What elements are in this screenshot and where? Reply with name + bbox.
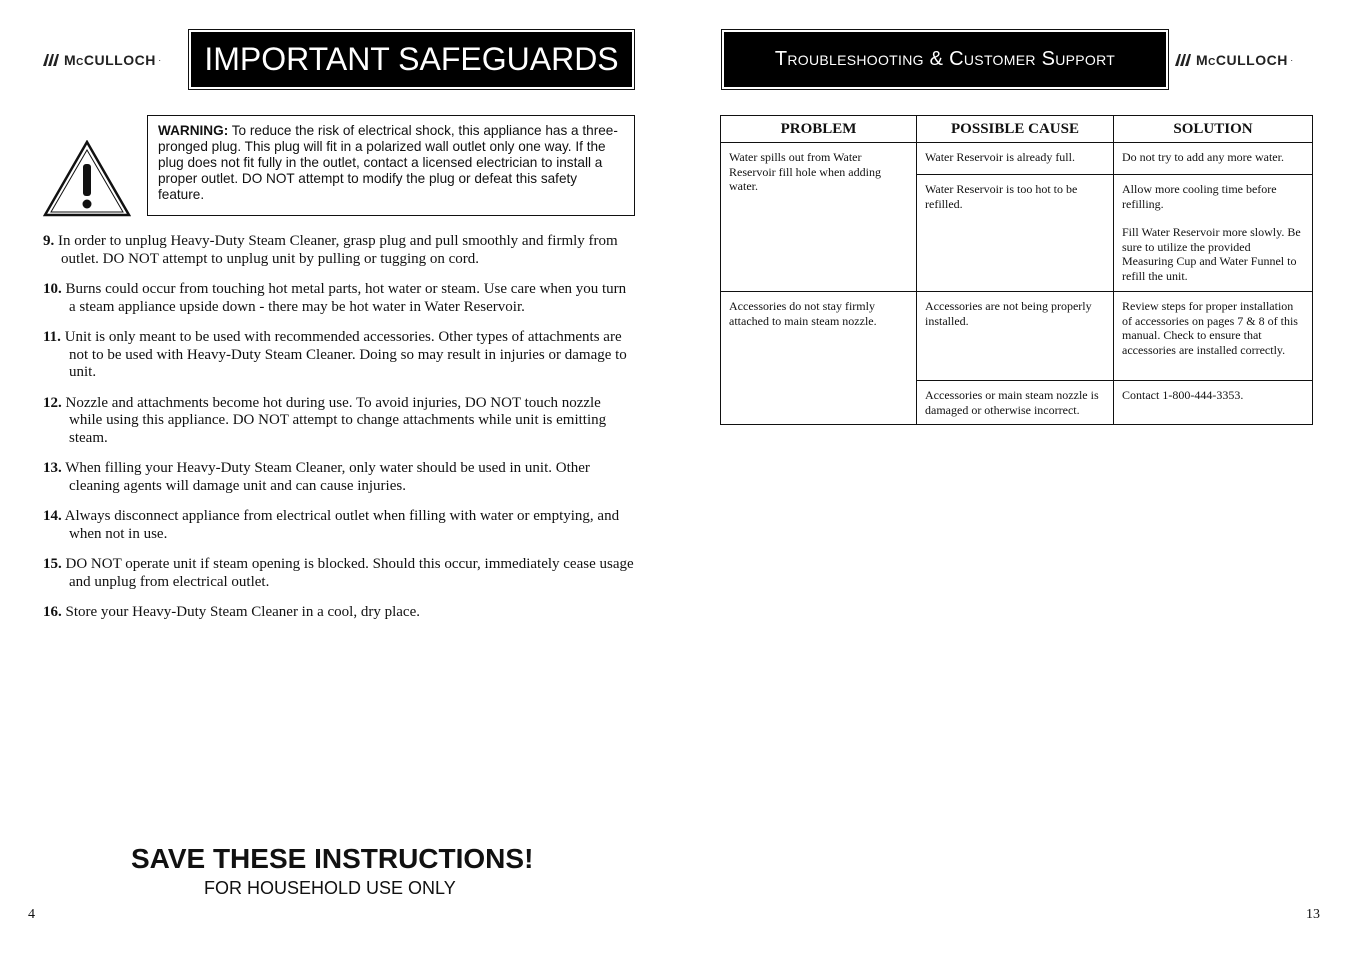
page-number-left: 4 [28,907,35,922]
item-number: 15. [43,556,62,572]
solution-cell: Contact 1-800-444-3353. [1114,381,1313,425]
item-text: Burns could occur from touching hot metal parts, hot water or steam. Use care when you turn a steam appliance upside down - there may be hot water in Water Reservoir. [61,281,627,315]
left-header-box [188,29,635,90]
problem-cell: Water spills out from Water Reservoir fill hole when adding water. [721,143,917,292]
list-item [43,508,635,543]
household-use-subtitle: FOR HOUSEHOLD USE ONLY [204,878,456,898]
cause-cell: Accessories are not being properly installed. [917,292,1114,381]
item-text: DO NOT operate unit if steam opening is blocked. Should this occur, immediately cease usage and unplug from electrical outlet. [61,556,634,590]
list-item [43,460,635,495]
list-item [43,281,635,316]
mcculloch-logo-left [43,52,161,68]
item-number: 11. [43,329,61,345]
warning-triangle-icon [43,140,131,217]
cause-cell: Water Reservoir is too hot to be refilled. [917,175,1114,292]
item-number: 14. [43,508,62,524]
table-header-row [721,116,1313,143]
item-number: 13. [43,460,62,476]
list-item [43,329,635,382]
item-text: Store your Heavy-Duty Steam Cleaner in a cool, dry place. [61,604,420,620]
column-header-problem: PROBLEM [721,116,917,143]
solution-paragraph: Fill Water Reservoir more slowly. Be sure to utilize the provided Measuring Cup and Water Funnel to refill the unit. [1122,225,1301,283]
solution-cell: Do not try to add any more water. [1114,143,1313,175]
list-item [43,233,635,268]
right-header-box [721,29,1169,90]
item-number: 10. [43,281,62,297]
item-text: When filling your Heavy-Duty Steam Cleaner, only water should be used in unit. Other cleaning agents will damage unit and can cause injuries. [61,460,590,494]
item-text: Always disconnect appliance from electrical outlet when filling with water or emptying, and when not in use. [61,508,620,542]
warning-box [147,115,635,216]
column-header-cause: POSSIBLE CAUSE [917,116,1114,143]
safeguards-list [43,233,635,635]
brand-name: McCULLOCH [64,52,156,68]
solution-cell: Review steps for proper installation of accessories on pages 7 & 8 of this manual. Check to ensure that accessories are installed correctly. [1114,292,1313,381]
cause-cell: Accessories or main steam nozzle is damaged or otherwise incorrect. [917,381,1114,425]
warning-label: WARNING: [158,123,229,138]
column-header-solution: SOLUTION [1114,116,1313,143]
item-number: 9. [43,233,55,249]
list-item [43,395,635,448]
solution-paragraph: Allow more cooling time before refilling. [1122,182,1277,211]
mcculloch-mark-icon [1175,54,1193,66]
item-text: In order to unplug Heavy-Duty Steam Cleaner, grasp plug and pull smoothly and firmly from outlet. DO NOT attempt to unplug unit by pulling or tugging on cord. [54,233,618,267]
page-title-safeguards: IMPORTANT SAFEGUARDS [191,32,632,87]
mcculloch-logo-right [1175,52,1293,68]
item-number: 16. [43,604,62,620]
troubleshooting-table [720,115,1313,425]
save-instructions-title: SAVE THESE INSTRUCTIONS! [131,843,534,874]
item-number: 12. [43,394,62,411]
page-title-troubleshooting: Troubleshooting & Customer Support [724,32,1166,87]
problem-cell: Accessories do not stay firmly attached to main steam nozzle. [721,292,917,425]
list-item [43,556,635,591]
page-number-right: 13 [1306,907,1320,922]
solution-cell [1114,175,1313,292]
brand-name: McCULLOCH [1196,52,1288,68]
item-text: Nozzle and attachments become hot during use. To avoid injuries, DO NOT touch nozzle while using this appliance. DO NOT attempt to change attachments while unit is emitting steam. [61,394,607,446]
brand-reg: . [1290,57,1293,63]
table-row [721,143,1313,175]
mcculloch-mark-icon [43,54,61,66]
warning-text: To reduce the risk of electrical shock, this appliance has a three-pronged plug. This plug will fit in a polarized wall outlet only one way. If the plug does not fit fully in the outlet, contact a licensed electrician to install a proper outlet. DO NOT attempt to modify the plug or defeat this safety feature. [158,123,618,202]
item-text: Unit is only meant to be used with recommended accessories. Other types of attachments are not to be used with Heavy-Duty Steam Cleaner. Doing so may result in injuries or damage to unit. [60,329,627,380]
cause-cell: Water Reservoir is already full. [917,143,1114,175]
table-row [721,292,1313,381]
list-item [43,604,635,622]
brand-reg: . [158,57,161,63]
